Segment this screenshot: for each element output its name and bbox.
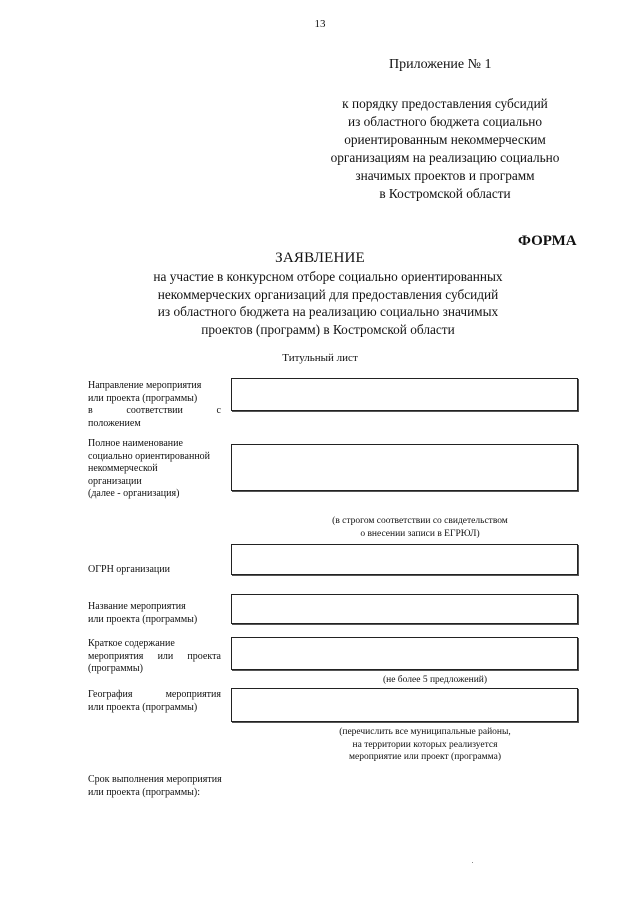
appendix-text [296,95,594,203]
label-line: организации [88,475,142,487]
label-line: социально ориентированной [88,450,211,462]
geography-note [320,726,530,764]
label-line: или проекта (программы) [88,613,198,625]
label-line: некоммерческой [88,463,158,474]
appendix-line: в Костромской области [379,186,511,201]
summary-note: (не более 5 предложений) [382,675,488,685]
appendix-line: ориентированным некоммерческим [344,132,546,147]
subtitle-line: некоммерческих организаций для предоставления субсидий [157,286,499,302]
subtitle-line: проектов (программ) в Костромской области [201,321,455,337]
note-line: о внесении записи в ЕГРЮЛ) [360,528,480,539]
appendix-line: значимых проектов и программ [355,168,535,183]
label-line: Направление мероприятия [88,380,202,391]
label-line: (далее - организация) [88,488,180,499]
subtitle-line: из областного бюджета на реализацию социально значимых [157,304,499,319]
label-line: мероприятия или проекта [88,650,221,662]
ogrn-label: ОГРН организации [88,564,170,575]
appendix-title: Приложение № 1 [389,57,492,72]
title-page-label: Титульный лист [282,352,358,364]
appendix-line: организациям на реализацию социально [330,150,560,165]
note-line: (в строгом соответствии со свидетельством [332,516,508,526]
note-line: на территории которых реализуется [352,739,498,750]
summary-field[interactable] [231,637,578,670]
scan-speck [472,862,473,863]
event-name-field[interactable] [231,594,578,624]
label-line: или проекта (программы): [88,786,200,798]
label-line: или проекта (программы) [88,701,198,713]
label-line: положением [88,417,141,429]
full-name-label [88,438,238,501]
summary-label [88,638,238,676]
label-line: или проекта (программы) [88,392,198,404]
form-label: ФОРМА [518,233,577,249]
document-title: ЗАЯВЛЕНИЕ [275,250,365,266]
direction-field[interactable] [231,378,578,411]
full-name-field[interactable] [231,444,578,491]
direction-label [88,380,238,430]
label-line: Полное наименование [88,438,183,449]
label-line: Краткое содержание [88,638,175,649]
label-line: (программы) [88,663,143,674]
document-subtitle [116,268,540,338]
ogrn-field[interactable] [231,544,578,575]
label-line: Название мероприятия [88,601,186,612]
note-line: (перечислить все муниципальные районы, [339,727,511,737]
label-line: в соответствии с [88,405,221,416]
appendix-line: к порядку предоставления субсидий [342,96,548,111]
label-line: Срок выполнения мероприятия [88,774,222,785]
event-name-label [88,601,238,626]
note-line: мероприятие или проект (программа) [348,752,501,762]
full-name-note [300,515,540,540]
deadline-label [88,774,248,799]
label-line: География мероприятия [88,689,221,700]
appendix-line: из областного бюджета социально [347,114,543,129]
geography-label [88,689,238,714]
subtitle-line: на участие в конкурсном отборе социально ориентированных [153,269,503,284]
page-number: 13 [314,18,326,30]
geography-field[interactable] [231,688,578,722]
